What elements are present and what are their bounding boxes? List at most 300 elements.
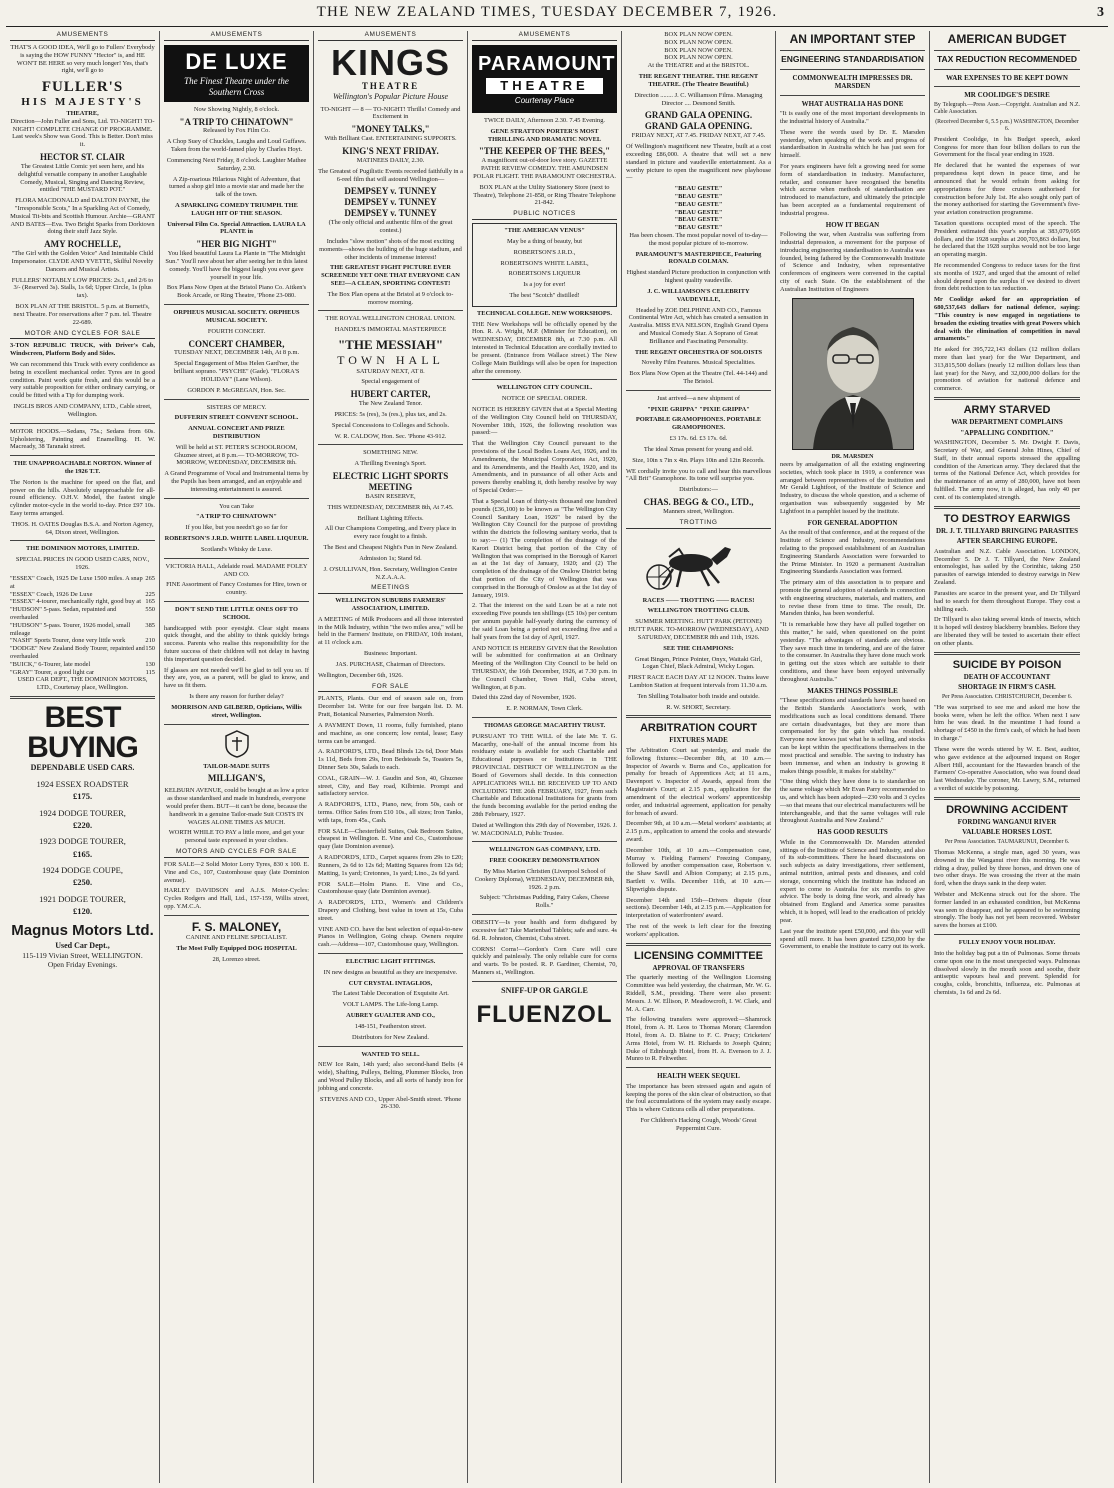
list-item: 1924 ESSEX ROADSTER [36,778,129,789]
trotting-club: WELLINGTON TROTTING CLUB. [647,607,750,615]
holiday-ad: FULLY ENJOY YOUR HOLIDAY. [958,939,1056,947]
fixtures-made: FIXTURES MADE [669,736,728,745]
best-scotch: The best "Scotch" distilled! [509,292,580,299]
article-para: "It is remarkable how they have all pulled together on this matter," he said, when questioned on the point yesterday. "The advantages of standards are obvious. They save much time in tendering, and are of the fairer to the consumer. In Australia they have done much work in getting out the sizes which are suitable to their conditions, and these have been enjoyed universally throughout Australia." [780,621,925,683]
totalisator: Ten Shilling Totalisator both inside and outside. [637,692,760,700]
lic-desc: The quarterly meeting of the Wellington Licensing Committee was held yesterday, the chairman, Mr. W. G. Riddell, S.M., presiding. There were also present: Messrs. J. W. Ellison, P. Meadowcroft, I. W. Clark, and M. A. Carr. [626,974,771,1013]
headline-death: DEATH OF ACCOUNTANT [963,672,1051,681]
robertson-label: ROBERTSON'S J.R.D. WHITE LABEL LIQUEUR. [164,535,309,543]
grand-gala: GRAND GALA OPENING. [644,110,753,121]
motor-hoods: MOTOR HOODS.—Sedans, 75s.; Sedans from 60s. Upholstering, Painting and Enamelling. H. W. Macready, 38 Taranaki street. [10,427,155,451]
coughs: For Children's Hacking Cough, Woods' Great Peppermint Cure. [640,1117,757,1132]
column-1 [6,31,160,1483]
now-showing: Now Showing Nightly, 8 o'clock. [193,105,280,113]
headline-commonwealth: COMMONWEALTH IMPRESSES DR. MARSDEN [792,73,913,91]
slow-motion: Includes "slow motion" shots of the most exciting moments—shows the building of the huge stadium, and other incidents of immense interest! [319,237,462,261]
article-para: Dr Tillyard is also taking several kinds of insects, which it is hoped will destroy blackberry brambles. Before they are liberated they will be tested to ascertain their effect on other plants. [934,616,1080,647]
list-item: "ESSEX" 4-tourer, mechanically right, good buy at 165 [10,598,155,606]
headline-american-budget: AMERICAN BUDGET [947,32,1067,46]
article-para: For years engineers have felt a growing need for some form of standardisation in industry. Manufacturer, retailer, and consumer have recognised the benefits which accrue when methods of standardisation are introduced to manufacture, and ultimately the principle has been accepted as a fundamental requirement of industrial progress. [780,163,925,217]
held-desc: A Grand Programme of Vocal and Instrumental items by the Pupils has been arranged, and an enjoyable and interesting entertainment is assured. [164,470,309,493]
article-para: Australian and N.Z. Cable Association. LONDON, December 5. Dr J. T. Tillyard, the New Zealand entomologist, has sailed by the Corinthic, taking 250 parasites of earwigs intended to destroy earwigs in New Zealand. [934,547,1080,587]
norton-desc: The Norton is the machine for speed on the flat, and power on the hills. Absolutely unapproachable for all-round efficiency. O.H.V. Model, the fastest single cylinder motor-cycle in the world to-day. Price £97 10s. Easy terms arranged. [10,478,155,518]
list-item: ROBERTSON'S J.R.D., [513,248,576,256]
support-acts: FLORA MACDONALD and DALTON PAYNE, the "Irresponsible Scots," In a Sparkling Act of Comedy, Musical Tit-bits and Scottish Humour. Archie—GRANT AND BATES—Eva. Two Bright Sparks from Dorktown doing their stuff Jazz Style. [10,197,155,236]
just-arrived: Just arrived—a new shipment of [656,394,741,402]
article-para: "These specifications and standards have been based on the British Standards Association's work, with modifications such as local conditions demand. There are certain disadvantages, but they are more than compensated for by the gain which has resulted. Everyone now knows just what he is selling, and stocks can be kept within the specifications themselves in the most practical and sensible. The saving to industry has been immense, and when an industry is growing it makes things possible, it makes for stability." [780,697,925,775]
list-item: BOX PLAN NOW OPEN. [664,31,733,38]
headline-horses: VALUABLE HORSES LOST. [962,828,1052,837]
technical-desc: THE New Workshops will be officially opened by the Hon. R. A. Wright, M.P. (Minister for Education), on WEDNESDAY, DECEMBER 8th, at 7.30 p.m. All interested in Technical Education are cordially invited to be present. (Entrance from Wallace street.) The New College Main Buildings will also be open for inspection after the ceremony. [472,320,617,375]
masthead-title: THE NEW ZEALAND TIMES, TUESDAY DECEMBER 7, 1926. [316,4,778,20]
scotch-deluxe: Scotland's Whisky de Luxe. [200,545,273,553]
headline-war-dept: WAR DEPARTMENT COMPLAINS [951,418,1063,427]
city-council: WELLINGTON CITY COUNCIL. [496,384,593,392]
list-item-price: £120. [72,906,93,917]
tenor: The New Zealand Tenor. [358,400,423,408]
article-para: He recommended Congress to reduce taxes for the first six months of 1927, and urged that the amount of relief should depend upon the surplus if we desired to divert from debt reduction to tax reduction. [934,262,1080,293]
list-item: ROBERTSON'S LIQUEUR [508,270,581,278]
concert-chamber: CONCERT CHAMBER, [188,338,285,349]
purchase-chair: JAS. PURCHASE, Chairman of Directors. [335,660,446,668]
list-item: "NASH" Sports Tourer, done very little work 210 [10,637,155,645]
portrait-image [793,299,913,449]
first-race: FIRST RACE EACH DAY AT 12 NOON. Trains leave Lambton Station at frequent intervals from 11.30 a.m. [628,674,769,689]
corns-ad: CORNS! Corns!—Gordon's Corn Cure will cure quickly and painlessly. The only reliable cure for corns and warts. To be posted. R. P. Gardiner, Chemist, 70, Manners st., Wellington. [472,945,617,976]
chosen: Has been chosen. The most popular novel of to-day—the most popular picture of to-morrow. [629,232,768,247]
list-item: "BEAU GESTE" [674,200,723,208]
headline-earwigs: TO DESTROY EARWIGS [943,512,1071,525]
regent-direction: Direction ........ J. C. Williamson Films. Managing Director .... Desmond Smith. [634,91,763,107]
gramophone-size: Size, 10in x 7in x 4in. Plays 10in and 12in Records. [632,456,765,464]
sullivan: J. O'SULLIVAN, Hon. Secretary, Wellington Centre N.Z.A.A.A. [323,565,458,581]
list-item: "ESSEX" Coach, 1926 De Luxe 225 [10,590,155,598]
wanted-desc: NEW Ice Rain, 14th yard; also second-hand Belts (4 wide), Shafting, Pulleys, Belting, Plummer Blocks, Iron and Wood Pulley Blocks, and all sorts of handy iron for jobbing and concrete. [318,1061,463,1092]
dufferin-school: DUFFERIN STREET CONVENT SCHOOL. [174,414,299,422]
article-para: neers by amalgamation of all the existing engineering societies, which took place in 1919, a conference was arranged between representatives of the institution and Mr Gerald Lightfoot, of the Institute of Science and Industry, to discuss the whole question, and a scheme of organisation was subsequently suggested by Mr Lightfoot in a pamphlet issued by the institute. [780,461,925,515]
amy-rochelle: AMY ROCHELLE, [44,239,121,250]
headline-appalling: "APPALLING CONDITION." [960,428,1054,437]
trotting-secretary: R. W. SHORT, Secretary. [666,703,731,711]
best-buying: BEST BUYING [27,701,138,765]
council-dated: Dated this 22nd day of November, 1926. [472,694,577,702]
volt-lamps: VOLT LAMPS. The Life-long Lamp. [342,1001,439,1009]
best-buying-cars [10,779,155,917]
list-item-price: £250. [72,877,93,888]
inglis-apply: INGLIS BROS AND COMPANY, LTD., Cable street, Wellington. [13,403,152,418]
magnus-address: 115-119 Vivian Street, WELLINGTON. [22,950,143,960]
cut-crystal: CUT CRYSTAL INTAGLIOS, [348,979,433,987]
section-header: AMUSEMENTS [472,31,617,41]
comedy-triumph: A SPARKLING COMEDY TRIUMPH. THE LAUGH HIT OF THE SEASON. [175,201,298,217]
licensing-committee: LICENSING COMMITTEE [634,949,763,962]
maloney-desc: CANINE AND FELINE SPECIALIST. [185,934,288,942]
oates-agency: THOS. H. OATES Douglas B.S.A. and Norton Agency, 64, Dixon street, Wellington. [11,520,154,536]
morrison-gilberd: MORRISON AND GILBERD, Opticians, Willis street, Wellington. [171,703,302,719]
dont-send-desc: handicapped with poor eyesight. Clear sight means quick thought, and the ability to think quickly brings success. Parents who realise this responsibility for the future success of their children will not delay in having this important question decided. [164,624,309,663]
fluenzol: FLUENZOL [476,1000,613,1028]
kings-tagline: Wellington's Popular Picture House [332,91,449,101]
pixie-grippa: "PIXIE GRIPPA" "PIXIE GRIPPA" [647,405,750,413]
sisters-of-mercy: SISTERS OF MERCY. [206,403,267,411]
sniff-gargle: SNIFF-UP OR GARGLE [501,985,588,995]
article-para: He asked for 395,722,143 dollars (12 million dollars more than last year) for the War Department, and 313,815,500 dollars (nearly 12 million dollars less than last year) for the Navy, and 32,000,000 dollars for the promotion of aviation for national defence and commerce. [934,346,1080,393]
list-item: COAL, GRAIN—W. J. Gaudin and Son, 40, Ghuznee street, City, and Bay road, Kilbirnie. Prompt and satisfactory service. [318,774,463,798]
subhead-how-began: HOW IT BEGAN [825,220,880,229]
laura-laplante: Universal Film Co. Special Attraction. LAURA LA PLANTE in [167,220,306,236]
paramount-title: PARAMOUNT [478,52,616,75]
meetings-header: MEETINGS [318,584,463,594]
see-champions: SEE THE CHAMPIONS: [663,644,734,652]
ideal-present: The ideal Xmas present for young and old. [643,445,754,453]
masthead [6,4,1108,27]
dempsey-tunney: DEMPSEY v. TUNNEY [344,208,437,219]
health-desc: The importance has been stressed again and again of keeping the pores of the skin clear of obstruction, so that the foul accumulations of the system may easily escape. This is where Cuticura cells all other preparations. [626,1082,771,1114]
suburbs-farmers: WELLINGTON SUBURBS FARMERS' ASSOCIATION, LIMITED. [335,597,446,613]
list-item: A RADFORD'S, LTD., Women's and Children's Drapery and Clothing, best value in town at 15s, Cuba street. [318,899,463,922]
fullers-direction: Direction—John Fuller and Sons, Ltd. TO-NIGHT! TO-NIGHT! COMPLETE CHANGE OF PROGRAMME. Last week's Show was Good. This is Better. Don't miss it. [10,117,155,149]
milligans-desc: KELBURN AVENUE, could be bought at as low a price as those standardised and made in hundreds, everyone would prefer them. BUT—it can't be done, because the handiwork in a genuine Tailor-made Suit COSTS IN WAGES ALONE TIMES AS MUCH. [164,787,309,826]
suburbs-desc: A MEETING of Milk Producers and all those interested in the Milk Industry, within "the two miles area," will be held in the Farmers' Institute, on FRIDAY, 10th instant, at 11 o'clock a.m. [318,615,463,647]
headline-tillyard: DR. J. T. TILLYARD BRINGING PARASITES [935,526,1079,535]
section-header: AMUSEMENTS [164,31,309,41]
fight-desc: The Greatest of Pugilistic Events recorded faithfully in a 6-reel film that will astound Wellington— [318,167,463,183]
hector-desc: The Greatest Little Comic yet seen here, and his delightful versatile company in another Laughable Comedy, Musical, Singing and Dancing Review, entitled "THE MUSTARD POT." [17,162,147,194]
trotting-horse-icon [639,533,759,593]
kings-sub: THEATRE [361,80,420,91]
special-prices: SPECIAL PRICES IN GOOD USED CARS, NOV., 1926. [15,556,150,572]
best-fun: The Best and Cheapest Night's Fun in New Zealand. [323,544,458,552]
list-item: "BUICK," 6-Tourer, late model 130 [10,660,155,668]
article-para: He declared that he wanted the expenses of war preparedness kept down in peace time, and he announced that he would refrain from asking for appropriations for three cruisers authorised for construction before July 1st. He also sought only part of the money authorised for starting the Government's five-year aviation construction programme. [934,162,1080,217]
approval-transfers: APPROVAL OF TRANSFERS [652,963,745,972]
lighting-effects: Brilliant Lighting Effects. [357,514,424,522]
dont-send: DON'T SEND THE LITTLE ONES OFF TO SCHOOL [175,605,298,621]
headline-fording: FORDING WANGANUI RIVER [957,817,1057,826]
list-item: BOX PLAN NOW OPEN. [664,54,733,62]
open-friday: Open Friday Evenings. [47,959,118,969]
jcw-vaudeville: J. C. WILLIAMSON'S CELEBRITY VAUDEVILLE, [647,287,750,303]
column-5 [622,31,776,1483]
list-item: VINE AND CO. have the best selection of equal-to-new Pianos in Wellington, Going cheap. Owners require cash.—Address—107, Customhouse quay, Wellington. [318,925,463,949]
article-para: Thomas McKenna, a single man, aged 30 years, was drowned in the Wanganui river this morning. He was riding a dray, pulled by three horses, and driven one of two other drays. He was crossing the river at the main ford, when the drays sank in the deep water. [934,848,1080,888]
list-item: A. RADFORD'S, LTD., Bead Blinds 12s 6d, Door Mats 1s 11d, Beds from 29s, Iron Bedsteads 5s, Toasters 5s, Dinner Sets 30s, Salads to each. [318,748,463,771]
venus-desc: May be a thing of beauty, but [506,237,582,245]
article-para: WASHINGTON, December 5. Mr. Dwight F. Davis, Secretary of War, and General John Hines, Chief of Staff, in their annual reports stressed the appalling condition of the American army. They declared that the terms of the National Defence Act, which provides for the maintenance of an army of 280,000, have not been fulfilled. The army now, it is alleged, has only 40 per cent. of its contemplated strength. [934,439,1080,501]
regent-orchestra: THE REGENT ORCHESTRA OF SOLOISTS [634,348,763,356]
article-para: Taxation questions occupied most of the speech. The President estimated this year's surplus at 383,079,695 dollars, and the 1928 surplus at 200,703,863 dollars, but he declared that the 1928 surplus would not be too large an operating margin. [934,219,1080,259]
harley-davidson: HARLEY DAVIDSON and A.J.S. Motor-Cycles: Cycles Rodgers and Hall, Ltd., 157-159, Willis street, opp. Y.M.C.A. [164,887,309,910]
list-item: "HUDSON" 5-pass. Sedan, repainted and overhauled 550 [10,606,155,621]
list-item: 1921 DODGE TOURER, [39,893,126,904]
summer-meeting: SUMMER MEETING. HUTT PARK (PETONE) HUTT PARK. TO-MORROW (WEDNESDAY), AND SATURDAY, DECEMBER 8th and 11th, 1926. [628,618,769,641]
list-item: BOX PLAN NOW OPEN. [664,46,733,54]
orpheus-society: ORPHEUS MUSICAL SOCIETY. ORPHEUS MUSICAL SOCIETY. [173,309,300,324]
held-at: Will be held at ST. PETER'S SCHOOLROOM, Ghuznee street, at 8 p.m.— TO-MORROW, TO-MORROW, WEDNESDAY, DECEMBER 8th. [174,443,299,467]
next-friday: Commencing Next Friday, 8 o'clock. Laughter Mathee Saturday, 2.30. [166,156,307,172]
fittings-desc: IN new designs as beautiful as they are inexpensive. [323,968,458,976]
choral-union: THE ROYAL WELLINGTON CHORAL UNION. [325,315,456,323]
you-can-take: You can Take [219,502,254,510]
town-hall: TOWN HALL [337,352,444,367]
obesity-ad: OBESITY—Is your health and form disfigured by excessive fat? Take Marienbad Tablets; safe and sure. 4s 6d. R. Johnston, Chemist, Cuba street. [472,919,617,942]
subhead-general: FOR GENERAL ADOPTION [807,518,898,527]
truck-desc: We can recommend this Truck with every confidence as being in excellent mechanical order. Tyres are in good condition. Paint work quite fresh, and this would be a very suitable proposition for either ordinary carrying, or could be fitted with a Tip for dumping work. [10,361,155,400]
column-2 [160,31,314,1483]
worth-while: WORTH WHILE TO PAY a little more, and get your personal taste expressed in your clothes. [168,829,305,845]
concert-desc: Special Engagement of Miss Helen Gard'ner, the brilliant soprano. "PSYCHE" (Gade). "FLORA'S HOLIDAY" (Lane Wilson). [173,360,300,383]
official-film: (The only official and authentic film of the great contest.) [328,219,453,235]
list-item: "BEAU GESTE" [674,185,723,193]
headline-shortage: SHORTAGE IN FIRM'S CASH. [958,683,1056,692]
victoria-hall: VICTORIA HALL, Adelaide road. MADAME FOLEY AND CO. [165,562,308,578]
public-notices-header: PUBLIC NOTICES [472,210,617,220]
gas-company: WELLINGTON GAS COMPANY, LTD. [489,846,600,854]
headline-important-step: AN IMPORTANT STEP [789,32,916,46]
macarthy-trust: THOMAS GEORGE MACARTHY TRUST. [483,722,606,729]
cookery-subject: Subject: "Christmas Pudding, Fairy Cakes, Cheese Rolls." [479,894,610,910]
trotting-header: TROTTING [626,519,771,529]
headed-by: Headed by ZOE DELPHINE AND CO., Famous Continental Wire Act, which has created a sensation in Australia. MISS EVA NELSON, English Grand Opera and Musical Comedy Star. A Soprano of Great Brilliance and Fascinating Personality. [628,306,769,345]
paramount-tagline: Courtenay Place [514,96,575,106]
vaudeville: Highest standard Picture production in conjunction with highest quality vaudeville. [626,269,771,285]
kings-title: KINGS [330,41,450,83]
list-item: "DODGE" New Zealand Body Tourer, repainted and overhauled 150 [10,645,155,661]
grand-gala: GRAND GALA OPENING. [644,121,753,132]
thrill-desc: A Zip-roarious Hilarious Night of Adventure, that turned a shop girl into a movie star and made her the talk of the town. [169,175,304,199]
friday-next: FRIDAY NEXT, AT 7.45. FRIDAY NEXT, AT 7.45. [631,132,766,140]
list-item: "BEAU GESTE" [674,208,723,216]
bees-desc: A magnificent out-of-door love story. GAZETTE PATHE REVIEW COMEDY. THE AMUNDSEN POLAR FLIGHT. THE PARAMOUNT ORCHESTRA. [473,157,616,180]
if-glasses: If glasses are not needed we'll be glad to tell you so. If they are, you, as a parent, will be glad to know, and have us fit them. [164,666,309,690]
council-text-2: That a Special Loan of thirty-six thousand one hundred pounds (£36,100) to be known as "The Wellington City Council Sanitary Loan, 1926" be raised by the Wellington City Council for the purpose of providing within the districts the following sanitary works, that is to say:— (1) The completion of the drainage of the Karori District being that portion of the City of Wellington that was comprised in the Borough of Karori as at the 1st day of January, 1920; and (2) The completion of the drainage of the Onslow District being that portion of the City of Wellington that was comprised in the Borough of Onslow as at the 1st day of January, 1919. [472,497,617,599]
article-para-bold: Mr Coolidge asked for an appropriation of 680,537,643 dollars for national defence, saying: "This country is now engaged in negotiations to broaden the existing treaties with great Powers which deal with the elimination of competition in naval armaments." [934,296,1080,343]
article-para: Following the war, when Australia was suffering from industrial depression, a movement for the purpose of introducing engineering standardisation to Australia was founded, being fathered by the Commonwealth Institute of Science and Industry, when representative conferences of engineers were convened in the capital city of each State. On the establishment of the Australian Institution of Engineers [780,231,925,293]
novelty-features: Novelty Film Features. Musical Specialities. [641,359,756,367]
champions: All Our Champions Competing, and Every place in every race fought to a finish. [324,525,457,541]
joy-forever: Is a joy for ever! [523,281,566,289]
list-item: "HUDSON" 5-pass. Tourer, 1926 model, small mileage 385 [10,621,155,637]
regent-desc: Of Wellington's magnificent new Theatre, built at a cost exceeding £86,000. A theatre that will set a new standard in picture and vaudeville entertainment. As a worthy picture to open the magnificent new playhouse— [626,143,771,182]
headline-drowning: DROWNING ACCIDENT [946,803,1068,816]
byline: By Telegraph.—Press Assn.—Copyright. Australian and N.Z. Cable Association. [934,101,1080,115]
subhead-results: HAS GOOD RESULTS [817,828,888,837]
fullers-title: FULLER'S [41,79,124,96]
motor-header: MOTOR AND CYCLES FOR SALE [10,330,155,340]
fourth-concert: FOURTH CONCERT. [207,327,266,335]
money-talks: "MONEY TALKS," [351,124,430,135]
money-desc: With Brilliant Cast. ENTERTAINING SUPPORTS. [324,135,457,143]
list-item: A RADFORD'S, LTD., Piano, new, from 50s, cash or terms. Office Safes from £10 10s., all sizes; Iron Tanks, with taps, from 45s., Cash. [318,801,463,824]
magnus-motors: Magnus Motors Ltd. [11,922,154,940]
light-fittings: ELECTRIC LIGHT FITTINGS. [345,958,436,966]
matinees: MATINEES DAILY, 2.30. [356,157,425,165]
no-delay: Is there any reason for further delay? [189,693,284,701]
headline-war-expenses: WAR EXPENSES TO BE KEPT DOWN [946,73,1068,82]
trip-desc: A Chop Suey of Chuckles, Laughs and Loud Guffaws. Taken from the world-famed play by Charles Hoyt. [166,138,307,154]
greatest-fight: THE GREATEST FIGHT PICTURE EVER SCREENED! YET ONE THAT EVERYONE CAN SEE!—A CLEAN, SPORTING CONTEST! [321,264,460,288]
council-text: That the Wellington City Council pursuant to the provisions of the Local Bodies Loans Act, 1926, and its Amendments, the Municipal Corporations Act, 1920, and its Amendments, and the Health Act, 1920, and its Amendments, and in pursuance of all other Acts and powers thereby enabling it, doth hereby resolve by way of Special Order:— [472,440,617,495]
headline-suicide: SUICIDE BY POISON [952,658,1062,671]
column-4 [468,31,622,1483]
fullers-boxplan: BOX PLAN AT THE BRISTOL. 5 p.m. at Burnett's, next Theatre. For reservations after 7 p.m. tel. Theatre 22-689. [13,303,152,326]
list-item: A RADFORD'S, LTD., Carpet squares from 29s to £20; Runners, 2s 6d to 12s 6d; Matting Squares from 12s 6d; Matting, 1s yard; Cretonnes, 1s yard; Lino., 2s 6d yard. [318,854,463,877]
arb-desc-3: December 10th, at 10 a.m.—Compensation case, Murray v. Fielding Farmers' Freezing Company, followed by another compensation case, Robertson v. the Shaw Savill and Albion Company; at 2.15 p.m., Bartlett v. Wills. December 11th, at 10 a.m.—Slipwrights dispute. [626,846,771,893]
aubrey-gualter: AUBREY GUALTER AND CO., [346,1012,435,1020]
free-cookery: FREE COOKERY DEMONSTRATION [489,857,600,865]
meeting-date: Wellington, December 6th, 1926. [318,671,404,679]
kings-next: KING'S NEXT FRIDAY. [342,146,439,157]
health-week: HEALTH WEEK SEQUEL [657,1072,740,1081]
list-item: "BEAU GESTE" [674,192,723,200]
admission: Admission 1s; Stand 6d. [359,554,422,562]
hector-star: HECTOR ST. CLAIR [40,151,125,162]
used-car-dept: USED CAR DEPT., THE DOMINION MOTORS, LTD., Courtenay place, Wellington. [17,676,148,692]
fullers-intro: THAT'S A GOOD IDEA, We'll go to Fullers' Everybody is saying the HOW FUNNY "Hector" is, and HE WON'T BE HERE so very much longer! Yes, that's right, we'll go to [10,43,155,75]
races: RACES —— TROTTING —— RACES! [642,596,755,604]
magnus-dept: Used Car Dept., [55,940,110,950]
headline-australia: WHAT AUSTRALIA HAS DONE [801,99,904,108]
deluxe-logo [164,45,309,102]
article-para: These were the words used by Dr. E. Marsden yesterday, when speaking of the work and progress of standardisation in Australia which he has just seen for himself. [780,128,925,160]
dempsey-tunney: DEMPSEY v. TUNNEY [344,186,437,197]
keeper-bees: "THE KEEPER OF THE BEES," [478,146,611,157]
porter-novel: GENE STRATTON PORTER'S MOST THRILLING AND DRAMATIC NOVEL [487,127,602,143]
arb-desc-4: December 14th and 15th—Drivers dispute (four sections). December 14th, at 2.15 p.m.—Application for interpretation of waterfronters' award. [626,896,771,920]
headline-tax-reduction: TAX REDUCTION RECOMMENDED [936,54,1078,65]
aubrey-address: 148-151, Featherston street. [354,1022,427,1030]
prize-distribution: ANNUAL CONCERT AND PRIZE DISTRIBUTION [188,425,285,440]
maloney-address: 28, Lorenzo street. [212,956,261,964]
article-para: "He was surprised to see me and asked me how the books were, when he left the office. When next I saw him he was dead. In the meantime I had found a shortage of £450 in the firm's cash, of which he had been in charge." [934,703,1080,743]
fullers-prices: FULLERS' NOTABLY LOW PRICES: 2s.1, and 2/6 to 3/- (Reserved 3s). Stalls, 1s 6d; Upper Circle, 1s (plus tax). [11,276,154,300]
messiah-prices: PRICES: 5s (res), 3s (res.), plus tax, and 2s. [334,411,447,418]
portrait-caption: DR. MARSDEN [831,453,874,460]
article-para: Last year the institute spent £50,000, and this year will spend still more. It has been granted £250,000 by the Government, to enable the institute to carry out its work. [780,927,925,951]
kings-tonight: TO-NIGHT — 8 — TO-NIGHT! Thrills! Comedy and Excitement in [320,105,461,121]
article-para: "One thing which they have done is to standardise on the same voltage which Mr Evan Parry recommended to us, and which has been adopted—230 volts and 3 cycles—so that means that our electrical manufacturers will be interchangeable, and that the same voltages will rule throughout Australia and New Zealand." [780,778,925,825]
list-item: 1924 DODGE TOURER, [39,807,126,818]
concert-date: TUESDAY NEXT, DECEMBER 14th, At 8 p.m. [173,349,300,357]
list-item-price: £165. [72,848,93,859]
headline-coolidge: MR COOLIDGE'S DESIRE [964,91,1050,100]
majesty-title: HIS MAJESTY'S [21,96,144,109]
dempsey-tunney: DEMPSEY v. TUNNEY [344,197,437,208]
section-header: AMUSEMENTS [10,31,155,41]
article-para: Webster and McKenna struck out for the shore. The former landed in an exhausted condition, but McKenna was seen to disappear, and he appeared to be swimming strongly. The body has not yet been recovered. Webster saves the horses at £100. [934,891,1080,930]
list-item: FOR SALE—Holm Piano. E. Vine and Co., Customhouse quay (late Dominion avenue). [318,880,463,896]
list-item: "BEAU GESTE" [674,224,723,232]
article-para: The primary aim of this association is to prepare and promote the general adoption of standards in connection with engineering structures, materials, and matters, and to revise these from time to time. The result, Dr. Marsden thinks, has been wonderful. [780,579,925,618]
invite: WE cordially invite you to call and hear this marvellous "All Brit" Gramophone. Its tone will surprise you. [626,467,771,483]
something-new: SOMETHING NEW. [363,449,418,457]
milligans: MILLIGAN'S, [207,773,266,784]
columns [6,31,1108,1483]
portable-gramophones: PORTABLE GRAMOPHONES. PORTABLE GRAMOPHONES. [635,416,762,432]
arb-desc-2: December 9th, at 10 a.m.—Metal workers' assistants; at 2.15 p.m., application to amend the cooks and stewards' award. [626,820,771,843]
deluxe-title: DE LUXE [185,48,288,74]
thrilling-evening: A Thrilling Evening's Sport. [354,460,427,468]
caldow: W. R. CALDOW, Hon. Sec. 'Phone 43-912. [334,432,447,440]
page-number: 3 [1097,5,1104,20]
basin-reserve: BASIN RESERVE, [365,493,416,500]
list-item-price: £175. [72,791,93,802]
distributors: Distributors for New Zealand. [351,1033,430,1041]
handel: HANDEL'S IMMORTAL MASTERPIECE [334,326,447,334]
concessions: Special Concessions to Colleges and Schools. [331,421,450,429]
truck-ad: 3-TON REPUBLIC TRUCK, with Driver's Cab, Windscreen, Platform Body and Sides. [10,342,155,358]
deluxe-boxplan: Box Plans Now Open at the Bristol Piano Co. Aitken's Book Arcade, or Ring Theatre, 'Phone 23-080. [166,284,307,300]
dependable: DEPENDABLE USED CARS. [30,763,135,773]
crest-icon [222,729,252,759]
list-item: 1924 DODGE COUPE, [42,865,123,876]
list-item-price: £220. [72,819,93,830]
hubert-carter: HUBERT CARTER, [350,389,431,400]
maloney-title: F. S. MALONEY, [191,919,282,934]
business-important: Business: Important. [364,650,417,658]
list-item: "GRAY" Tourer, a good light car 115 [10,668,155,676]
column-3 [314,31,468,1483]
dominion-motors: THE DOMINION MOTORS, LIMITED. [26,545,139,553]
dog-hospital: The Most Fully Equipped DOG HOSPITAL [176,945,297,953]
list-item: 1923 DODGE TOURER, [39,836,126,847]
list-item: "BEAU GESTE" [674,216,723,224]
theatre-label: THEATRE, [66,109,99,117]
trip-chinatown-2: "A TRIP TO CHINATOWN" [196,513,277,521]
twice-daily: TWICE DAILY, Afternoon 2.30. 7.45 Evening. [484,116,605,124]
article-para: While in the Commonwealth Dr. Marsden attended sittings of the Institute of Science and Industry, and also of its sub-committees. There he heard discussions on such subjects as dairy investigations, river settlement, animal nutrition, animal pests and diseases, and cold storage, concerning which the institute has induced an expert to come to Australia for six months to give advice. The body is doing fine work, and already has obtained from England and America some parasites which, it is hoped, will lead to the eradication of prickly pear. [780,838,925,924]
lic-desc-2: The following transfers were approved:—Shamrock Hotel, from A. H. Leos to Thomas Moran; Clarendon Hotel, from A. D. Blaine to F. C. Pracy; Cricketers' Arms Hotel, from W. H. Richards to Joseph Quinn; Duke of Edinburgh Hotel, from H. A. Evenson to J. J. Munro to R. Feltwether. [626,1016,771,1063]
messiah: "THE MESSIAH" [337,337,444,353]
her-big-night: "HER BIG NIGHT" [196,239,277,250]
for-sale-header: FOR SALE [318,683,463,693]
technical-college: TECHNICAL COLLEGE. NEW WORKSHOPS. [477,309,612,317]
released-by: Released by Fox Film Co. [203,127,270,135]
deluxe-tagline: The Finest Theatre under the Southern Cross [184,75,289,97]
article-para: "It is easily one of the most important developments in the industrial history of Australia." [780,110,925,125]
champion-list: Great Bingen, Prince Pointer, Onyx, Waitaki Girl, Logan Chief, Black Admiral, Wicky Logan. [634,655,763,671]
regent-boxplan: Box Plans Now Open at the Theatre (Tel. 44-144) and The Bristol. [629,370,768,385]
arb-desc: The Arbitration Court sat yesterday, and made the following fixtures:—December 8th, at 10 a.m.—Inspector of Awards v. Burns and Co., application for penalty for breach of Apprentices Act; at 11 a.m., Davenport v. Inspector of Awards, appeal from the Magistrate's Court; at 2.15 p.m., application for the amendment of the electrical workers' apprenticeship order, and industrial agreement, application for penalty for breach of award. [626,747,771,817]
macarthy-dated: Dated at Wellington this 29th day of November, 1926. J. W. MACDONALD, Public Trustee. [472,821,617,837]
chas-begg: CHAS. BEGG & CO., LTD., [643,496,754,507]
marsden-portrait [792,298,914,450]
tailor-suits: TAILOR-MADE SUITS [203,762,270,770]
subhead-makes: MAKES THINGS POSSIBLE [807,686,898,695]
list-item: "ESSEX" Coach, 1925 De Luxe 1500 miles. A snap at 265 [10,574,155,590]
macarthy-desc: PURSUANT TO THE WILL of the late Mr. T. G. Macarthy, one-half of the annual income from his residuary estate is available for such Charitable and Educational purposes or Institutions in THE PROVINCIAL DISTRICT OF WELLINGTON as the Board of Governors shall decide. In this connection APPLICATIONS WILL BE RECEIVED UP TO AND INCLUDING THE 26th FEBRUARY, 1927, from such Charitable and Educational Institutions for grants from the funds becoming available for the period ending the 28th February, 1927. [472,732,617,818]
begg-address: Manners street, Wellington. [663,507,734,515]
section-header: AMUSEMENTS [318,31,463,41]
list-item: BOX PLAN NOW OPEN. [664,38,733,46]
headline-searching: AFTER SEARCHING EUROPE. [956,537,1058,546]
robertson-box [472,223,617,307]
arb-desc-5: The rest of the week is left clear for the freezing workers' application. [626,923,771,938]
masterpiece: PARAMOUNT'S MASTERPIECE, Featuring RONALD COLMAN. [635,250,762,266]
article-para: President Coolidge, in his Budget speech, asked Congress for more than four billion dollars to run the Government for the fiscal year ending in 1928. [934,135,1080,159]
concert-secretary: GORDON P. McGREGAN, Hon. Sec. [187,386,286,394]
special-order: NOTICE OF SPECIAL ORDER. [501,395,588,403]
table-decoration: The Latest Table Decoration of Exquisite Art. [332,990,449,998]
paramount-sub: THEATRE [486,78,603,94]
council-text-4: AND NOTICE IS HEREBY GIVEN that the Resolution will be submitted for confirmation at an Ordinary Meeting of the Wellington City Council to be held on THURSDAY, the 16th December, 1926, at 7.30 p.m. in the Council Chamber, Town Hall, Cuba street, Wellington, at 8 p.m. [472,644,617,691]
dateline: (Received December 6, 5.5 p.m.) WASHINGTON, December 6. [935,118,1079,132]
arbitration-court: ARBITRATION COURT [639,722,758,735]
engagement: Special engagement of [361,378,420,386]
regent-theatre: THE REGENT THEATRE. THE REGENT THEATRE. (The Theatre Beautiful.) [638,73,759,88]
article-para: As the result of that conference, and at the request of the Institute of Science and Industry, recommendations relating to the proposed establishment of an Australian Engineering Standards Association were forwarded to the Prime Minister. In 1920 a permanent Australian Engineering Standards Association was formed. [780,529,925,576]
motors-header: MOTORS AND CYCLES FOR SALE [164,848,309,858]
